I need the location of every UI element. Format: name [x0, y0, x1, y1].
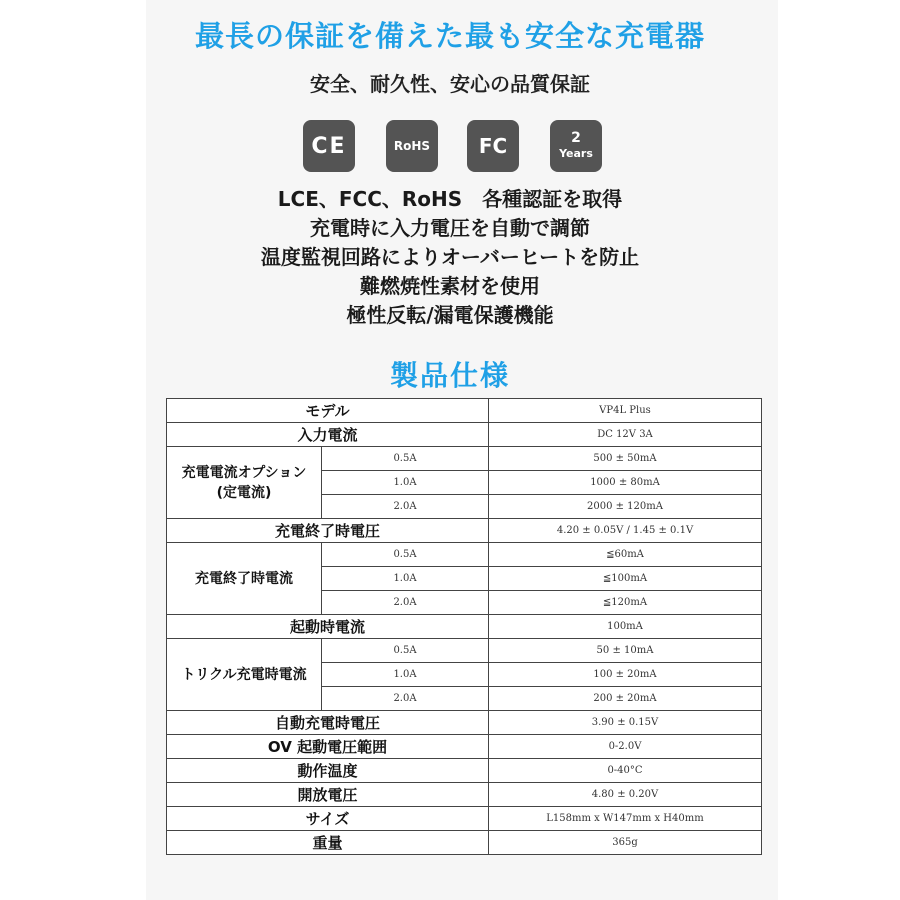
spec-value: 200 ± 20mA: [489, 687, 762, 711]
spec-value: DC 12V 3A: [489, 423, 762, 447]
warranty-years-number: 2: [571, 130, 581, 146]
feature-item: 充電時に入力電圧を自動で調節: [310, 216, 590, 240]
spec-title: 製品仕様: [389, 359, 510, 392]
spec-label: 動作温度: [167, 759, 489, 783]
spec-value: 4.80 ± 0.20V: [489, 783, 762, 807]
spec-sub-label: 0.5A: [322, 543, 489, 567]
table-row: [167, 447, 762, 471]
spec-label: OV 起動電圧範囲: [167, 735, 489, 759]
table-row: [167, 639, 762, 663]
table-row: [167, 423, 762, 447]
spec-label: サイズ: [167, 807, 489, 831]
spec-label: 入力電流: [167, 423, 489, 447]
ce-mark-icon: CE: [303, 120, 355, 172]
spec-group-label-line: 充電電流オプション: [181, 464, 307, 481]
feature-item: 難燃焼性素材を使用: [360, 274, 540, 298]
spec-value: 50 ± 10mA: [489, 639, 762, 663]
table-row: [167, 783, 762, 807]
spec-sub-label: 2.0A: [322, 687, 489, 711]
certification-badges: [0, 120, 900, 172]
spec-label: 起動時電流: [167, 615, 489, 639]
spec-value: ≦120mA: [489, 591, 762, 615]
spec-sub-label: 2.0A: [322, 591, 489, 615]
feature-item: 極性反転/漏電保護機能: [346, 303, 554, 327]
table-row: [167, 711, 762, 735]
spec-label: 自動充電時電圧: [167, 711, 489, 735]
spec-group-label: 充電終了時電流: [167, 543, 322, 615]
spec-label: 充電終了時電圧: [167, 519, 489, 543]
spec-value: 500 ± 50mA: [489, 447, 762, 471]
spec-sub-label: 0.5A: [322, 639, 489, 663]
spec-value: L158mm x W147mm x H40mm: [489, 807, 762, 831]
spec-sub-label: 1.0A: [322, 567, 489, 591]
feature-list: [0, 185, 900, 330]
spec-sub-label: 1.0A: [322, 471, 489, 495]
spec-value: ≦60mA: [489, 543, 762, 567]
table-row: [167, 735, 762, 759]
spec-value: ≦100mA: [489, 567, 762, 591]
spec-label: 重量: [167, 831, 489, 855]
spec-sub-label: 0.5A: [322, 447, 489, 471]
table-row: [167, 759, 762, 783]
warranty-years-icon: [550, 120, 602, 172]
headline: 最長の保証を備えた最も安全な充電器: [194, 19, 705, 53]
spec-group-label-line: (定電流): [216, 484, 272, 501]
table-row: [167, 519, 762, 543]
warranty-years-text: Years: [559, 147, 593, 160]
spec-label: 開放電圧: [167, 783, 489, 807]
spec-label: モデル: [167, 399, 489, 423]
spec-value: VP4L Plus: [489, 399, 762, 423]
fcc-mark-icon: FC: [467, 120, 519, 172]
spec-value: 100mA: [489, 615, 762, 639]
subline: 安全、耐久性、安心の品質保証: [310, 72, 590, 96]
rohs-mark-icon: RoHS: [386, 120, 438, 172]
spec-sub-label: 1.0A: [322, 663, 489, 687]
spec-value: 0-2.0V: [489, 735, 762, 759]
spec-value: 0-40°C: [489, 759, 762, 783]
table-row: [167, 399, 762, 423]
spec-table: [166, 398, 762, 855]
spec-value: 4.20 ± 0.05V / 1.45 ± 0.1V: [489, 519, 762, 543]
spec-sub-label: 2.0A: [322, 495, 489, 519]
table-row: [167, 831, 762, 855]
spec-value: 365g: [489, 831, 762, 855]
spec-value: 2000 ± 120mA: [489, 495, 762, 519]
spec-value: 1000 ± 80mA: [489, 471, 762, 495]
spec-value: 3.90 ± 0.15V: [489, 711, 762, 735]
spec-group-label: トリクル充電時電流: [167, 639, 322, 711]
feature-item: LCE、FCC、RoHS 各種認証を取得: [277, 187, 623, 211]
table-row: [167, 615, 762, 639]
table-row: [167, 807, 762, 831]
feature-item: 温度監視回路によりオーバーヒートを防止: [260, 245, 640, 269]
spec-group-label: [167, 447, 322, 519]
table-row: [167, 543, 762, 567]
spec-value: 100 ± 20mA: [489, 663, 762, 687]
